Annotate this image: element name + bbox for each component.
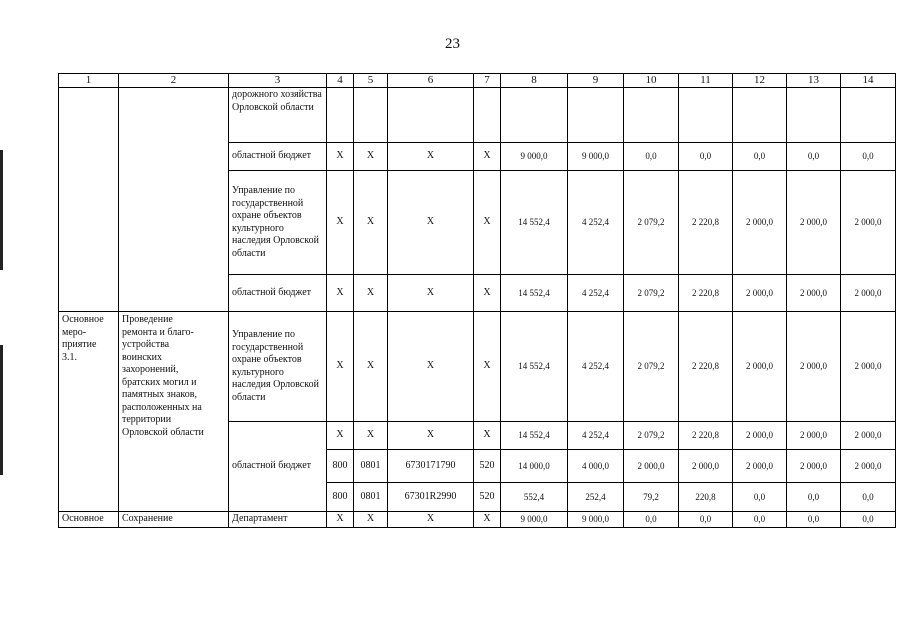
table-cell: 0,0 [679, 143, 733, 171]
table-cell: X [327, 143, 354, 171]
table-cell: 2 079,2 [624, 171, 679, 275]
table-cell: X [354, 143, 388, 171]
table-cell: 4 000,0 [568, 450, 624, 483]
table-cell: 0,0 [841, 143, 896, 171]
column-header: 1 [59, 74, 119, 88]
table-cell: 14 552,4 [501, 422, 568, 450]
column-header: 7 [474, 74, 501, 88]
table-cell: 0,0 [733, 483, 787, 512]
table-cell: X [354, 171, 388, 275]
funding-source-cell: областной бюджет [229, 143, 327, 171]
table-cell: X [474, 171, 501, 275]
column-header: 4 [327, 74, 354, 88]
table-cell: 2 000,0 [624, 450, 679, 483]
page-number: 23 [445, 36, 460, 52]
measure-description-line: братских могил и [122, 376, 197, 388]
measure-description-line: территории [122, 414, 172, 425]
scan-edge-mark [0, 345, 3, 475]
empty-cell [679, 88, 733, 143]
table-cell: X [327, 512, 354, 528]
column-header: 2 [119, 74, 229, 88]
empty-cell [841, 88, 896, 143]
table-cell: 2 000,0 [787, 422, 841, 450]
table-cell: 2 000,0 [733, 422, 787, 450]
table-cell: 0801 [354, 450, 388, 483]
empty-cell [327, 88, 354, 143]
table-cell: 2 220,8 [679, 275, 733, 312]
table-cell: 220,8 [679, 483, 733, 512]
table-cell: X [388, 143, 474, 171]
measure-description-line: ремонта и благо- [122, 326, 194, 338]
table-cell: 2 000,0 [841, 450, 896, 483]
table-cell: X [327, 171, 354, 275]
table-cell: 520 [474, 450, 501, 483]
measure-description-line: Орловской области [122, 426, 204, 438]
table-cell: 4 252,4 [568, 171, 624, 275]
table-cell: 2 079,2 [624, 312, 679, 422]
measure-description-line: воинских [122, 351, 163, 363]
table-row [59, 88, 896, 143]
header-row [59, 74, 896, 88]
table-cell: 800 [327, 450, 354, 483]
table-cell: 0,0 [733, 512, 787, 528]
table-cell: X [474, 143, 501, 171]
table-cell: X [474, 312, 501, 422]
table-cell: 14 552,4 [501, 275, 568, 312]
table-cell: 0,0 [733, 143, 787, 171]
table-cell: 79,2 [624, 483, 679, 512]
funding-source-cell: областной бюджет [229, 422, 327, 512]
empty-cell [119, 88, 229, 312]
empty-cell [501, 88, 568, 143]
table-cell: 4 252,4 [568, 275, 624, 312]
table-cell: 14 552,4 [501, 312, 568, 422]
column-header: 14 [841, 74, 896, 88]
table-cell: 2 000,0 [787, 312, 841, 422]
table-cell: 0801 [354, 483, 388, 512]
executor-cell: Управление по государственной охране объектов культурного наследия Орловской области [229, 171, 327, 275]
column-header: 10 [624, 74, 679, 88]
table-cell: 6730171790 [388, 450, 474, 483]
table-cell: X [388, 512, 474, 528]
table-cell: 2 000,0 [733, 171, 787, 275]
empty-cell [787, 88, 841, 143]
measure-description-cell [119, 312, 229, 512]
table-cell: 9 000,0 [501, 143, 568, 171]
table-cell: X [354, 512, 388, 528]
column-header: 9 [568, 74, 624, 88]
table-cell: 0,0 [841, 512, 896, 528]
empty-cell [568, 88, 624, 143]
measure-description-line: захоронений, [122, 364, 179, 375]
table-cell: X [388, 312, 474, 422]
table-cell: 2 000,0 [841, 312, 896, 422]
table-cell: 67301R2990 [388, 483, 474, 512]
empty-cell [59, 88, 119, 312]
table-cell: 2 000,0 [841, 275, 896, 312]
column-header: 8 [501, 74, 568, 88]
table-cell: 2 220,8 [679, 422, 733, 450]
executor-cell: дорожного хозяйства Орловской области [229, 88, 327, 143]
measure-number-line: 3.1. [62, 351, 77, 363]
table-cell: 0,0 [624, 143, 679, 171]
measure-number-line: меро- [62, 326, 87, 338]
table-cell: 0,0 [787, 143, 841, 171]
measure-description-line: памятных знаков, [122, 389, 197, 400]
column-header: 5 [354, 74, 388, 88]
table-cell: 2 000,0 [733, 450, 787, 483]
table-cell: 0,0 [787, 512, 841, 528]
table-cell: 2 000,0 [841, 422, 896, 450]
measure-number-cell [59, 312, 119, 512]
table-cell: 252,4 [568, 483, 624, 512]
table-cell: X [327, 312, 354, 422]
table-cell: X [354, 275, 388, 312]
table-cell: 2 079,2 [624, 275, 679, 312]
table-cell: X [327, 275, 354, 312]
empty-cell [474, 88, 501, 143]
funding-source-cell: областной бюджет [229, 275, 327, 312]
table-cell: 0,0 [624, 512, 679, 528]
measure-description-cell: Сохранение [119, 512, 229, 528]
measure-description-line: устройства [122, 339, 170, 350]
table-cell: X [474, 275, 501, 312]
measure-number-cell: Основное [59, 512, 119, 528]
table-cell: 520 [474, 483, 501, 512]
table-cell: 2 000,0 [733, 312, 787, 422]
column-header: 13 [787, 74, 841, 88]
empty-cell [388, 88, 474, 143]
budget-table [58, 73, 896, 528]
measure-description-line: Проведение [122, 314, 173, 325]
table-cell: 4 252,4 [568, 422, 624, 450]
table-cell: X [474, 512, 501, 528]
column-header: 12 [733, 74, 787, 88]
table-cell: 2 000,0 [787, 171, 841, 275]
empty-cell [733, 88, 787, 143]
table-row [59, 512, 896, 528]
scan-edge-mark [0, 150, 3, 270]
table-cell: 2 220,8 [679, 312, 733, 422]
table-cell: X [354, 312, 388, 422]
table-cell: 2 000,0 [733, 275, 787, 312]
table-row [59, 312, 896, 422]
measure-description-line: расположенных на [122, 401, 202, 413]
table-cell: 2 220,8 [679, 171, 733, 275]
empty-cell [354, 88, 388, 143]
column-header: 3 [229, 74, 327, 88]
table-cell: X [474, 422, 501, 450]
executor-cell: Департамент [229, 512, 327, 528]
table-cell: X [354, 422, 388, 450]
table-cell: 0,0 [679, 512, 733, 528]
table-cell: 2 000,0 [787, 450, 841, 483]
executor-cell: Управление по государственной охране объектов культурного наследия Орловской области [229, 312, 327, 422]
table-cell: 2 000,0 [679, 450, 733, 483]
table-cell: 2 000,0 [841, 171, 896, 275]
table-cell: 800 [327, 483, 354, 512]
table-cell: 0,0 [787, 483, 841, 512]
table-cell: 9 000,0 [501, 512, 568, 528]
empty-cell [624, 88, 679, 143]
table-cell: 9 000,0 [568, 143, 624, 171]
measure-number-line: Основное [62, 314, 104, 325]
table-cell: 0,0 [841, 483, 896, 512]
table-cell: X [388, 422, 474, 450]
table-cell: X [388, 275, 474, 312]
column-header: 11 [679, 74, 733, 88]
table-cell: 2 000,0 [787, 275, 841, 312]
measure-number-line: приятие [62, 339, 97, 350]
table-cell: 14 552,4 [501, 171, 568, 275]
column-header: 6 [388, 74, 474, 88]
table-cell: 14 000,0 [501, 450, 568, 483]
table-cell: 9 000,0 [568, 512, 624, 528]
table-cell: 2 079,2 [624, 422, 679, 450]
table-cell: X [388, 171, 474, 275]
table-cell: 552,4 [501, 483, 568, 512]
table-cell: 4 252,4 [568, 312, 624, 422]
table-cell: X [327, 422, 354, 450]
